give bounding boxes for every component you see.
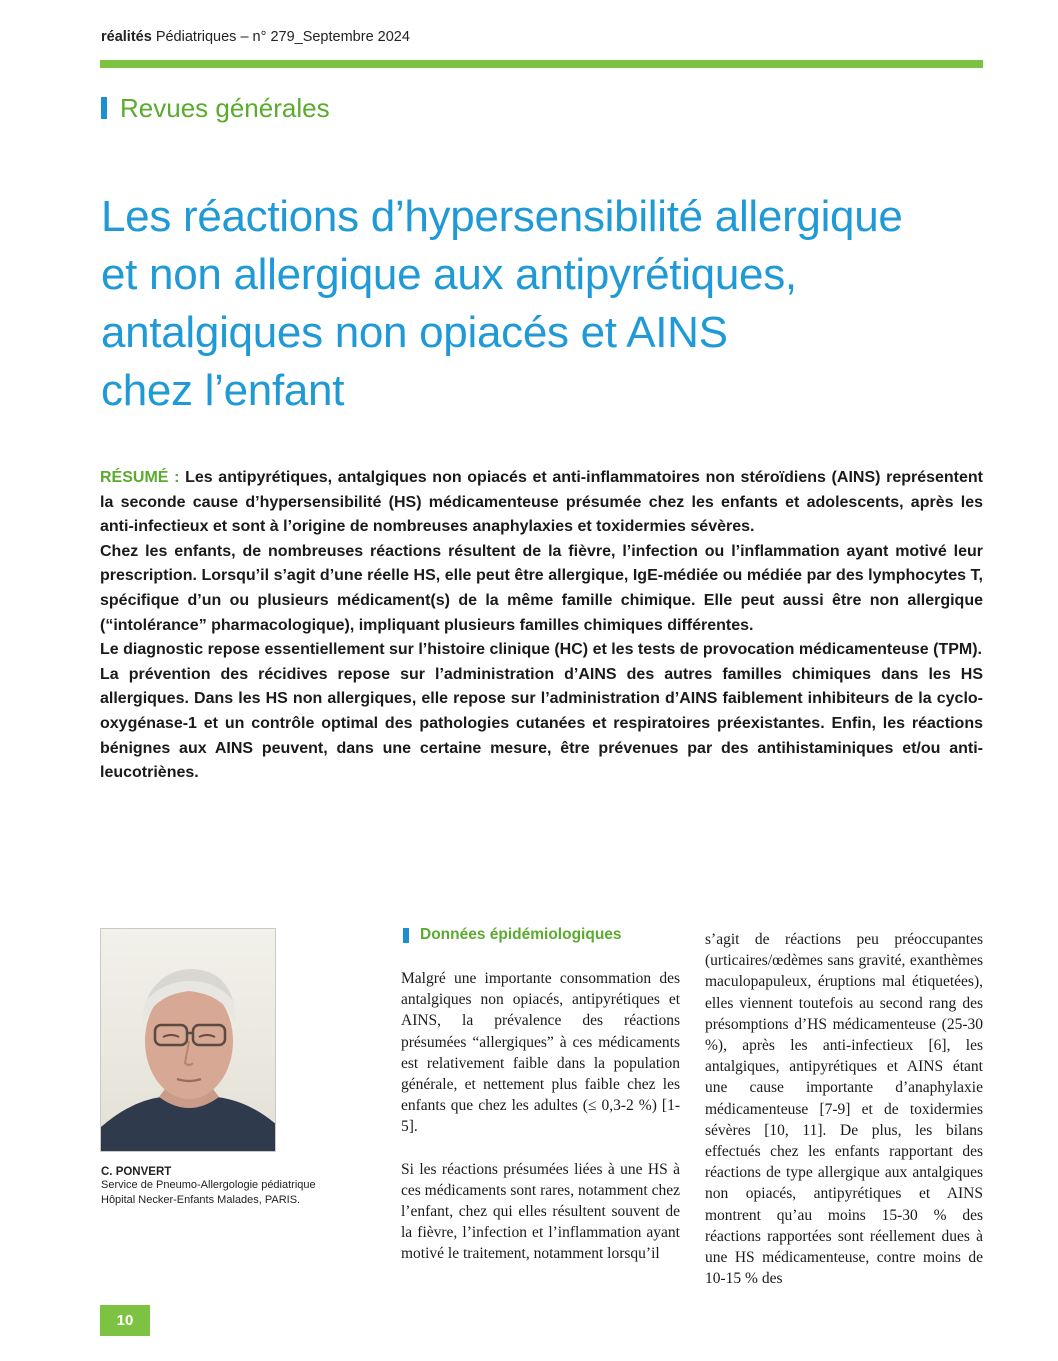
author-block	[101, 1166, 361, 1207]
abstract-text: Les antipyrétiques, antalgiques non opiacés et anti-inflammatoires non stéroïdiens (AINS) représentent la seconde cause d’hypersensibilité (HS) médicamenteuse présumée chez les enfants et adolescents, après les anti-infectieux et sont à l’origine de nombreuses anaphylaxies et toxidermies sévères.	[100, 469, 984, 536]
abstract-paragraph	[100, 466, 983, 540]
page-number: 10	[100, 1305, 150, 1336]
section-heading	[101, 92, 330, 124]
issue-info: Pédiatriques – n° 279_Septembre 2024	[151, 29, 410, 45]
author-name: C. PONVERT	[101, 1166, 172, 1178]
abstract-paragraph: Chez les enfants, de nombreuses réactions résultent de la fièvre, l’infection ou l’inflammation ayant motivé leur prescription. Lorsqu’il s’agit d’une réelle HS, elle peut être allergique, IgE-médiée ou médiée par des lymphocytes T, spécifique d’un ou plusieurs médicament(s) de la même famille chimique. Elle peut aussi être non allergique (“intolérance” pharmacologique), impliquant plusieurs familles chimiques différentes.	[100, 542, 983, 634]
abstract-paragraph: Le diagnostic repose essentiellement sur l’histoire clinique (HC) et les tests de provocation médicamenteuse (TPM).	[100, 641, 982, 659]
abstract-label: RÉSUMÉ :	[100, 469, 180, 486]
body-column-2	[705, 929, 983, 1310]
abstract	[100, 466, 983, 786]
subsection-marker	[403, 928, 409, 943]
title-line: chez l’enfant	[101, 366, 345, 415]
body-paragraph: Malgré une importante consommation des antalgiques non opiacés, antipyrétiques et AINS, la prévalence des réactions présumées “allergiques” à ces médicaments est relativement faible dans la population générale, et nettement plus faible chez les enfants que chez les adultes (≤ 0,3-2 %) [1-5].	[401, 970, 680, 1136]
body-paragraph: s’agit de réactions peu préoccupantes (urticaires/œdèmes sans gravité, exanthèmes maculopapuleux, éruptions mal étiquetées), elles viennent toutefois au second rang des présomptions d’HS médicamenteuse (25-30 %), après les anti-infectieux [6], les antalgiques, antipyrétiques et AINS étant une cause importante d’anaphylaxie médicamenteuse [7-9] et de toxidermies sévères [10, 11]. De plus, les bilans effectués chez les enfants rapportant des réactions de type allergique aux antalgiques non opiacés, antipyrétiques et AINS montrent qu’au moins 15-30 % des réactions rapportées sont réellement dues à une HS médicamenteuse, contre moins de 10-15 % des	[705, 931, 983, 1288]
section-marker	[101, 97, 107, 119]
body-paragraph: Si les réactions présumées liées à une HS à ces médicaments sont rares, notamment chez l’enfant, chez qui elles résultent souvent de la fièvre, l’infection et l’inflammation ayant motivé le traitement, notamment lorsqu’il	[401, 1160, 680, 1263]
header-rule	[100, 60, 983, 68]
title-line: Les réactions d’hypersensibilité allergique	[101, 192, 903, 241]
abstract-paragraph: La prévention des récidives repose sur l’administration d’AINS des autres familles chimiques dans les HS allergiques. Dans les HS non allergiques, elle repose sur l’administration d’AINS faiblement inhibiteurs de la cyclo-oxygénase-1 et un contrôle optimal des pathologies cutanées et respiratoires préexistantes. Enfin, les réactions bénignes aux AINS peuvent, dans une certaine mesure, être prévenues par des antihistaminiques et/ou anti-leucotriènes.	[100, 665, 983, 782]
magazine-brand: réalités	[101, 29, 152, 45]
author-portrait-icon	[101, 929, 276, 1152]
article-title	[101, 188, 1001, 420]
author-photo	[100, 928, 276, 1152]
subsection-title: Données épidémiologiques	[420, 926, 622, 943]
title-line: antalgiques non opiacés et AINS	[101, 308, 728, 357]
section-label: Revues générales	[120, 92, 330, 123]
running-header	[101, 29, 410, 45]
author-affiliation: Hôpital Necker-Enfants Malades, PARIS.	[101, 1193, 301, 1206]
subsection-heading	[403, 926, 622, 944]
body-column-1	[401, 968, 680, 1286]
author-affiliation: Service de Pneumo-Allergologie pédiatrique	[101, 1179, 316, 1191]
title-line: et non allergique aux antipyrétiques,	[101, 250, 797, 299]
